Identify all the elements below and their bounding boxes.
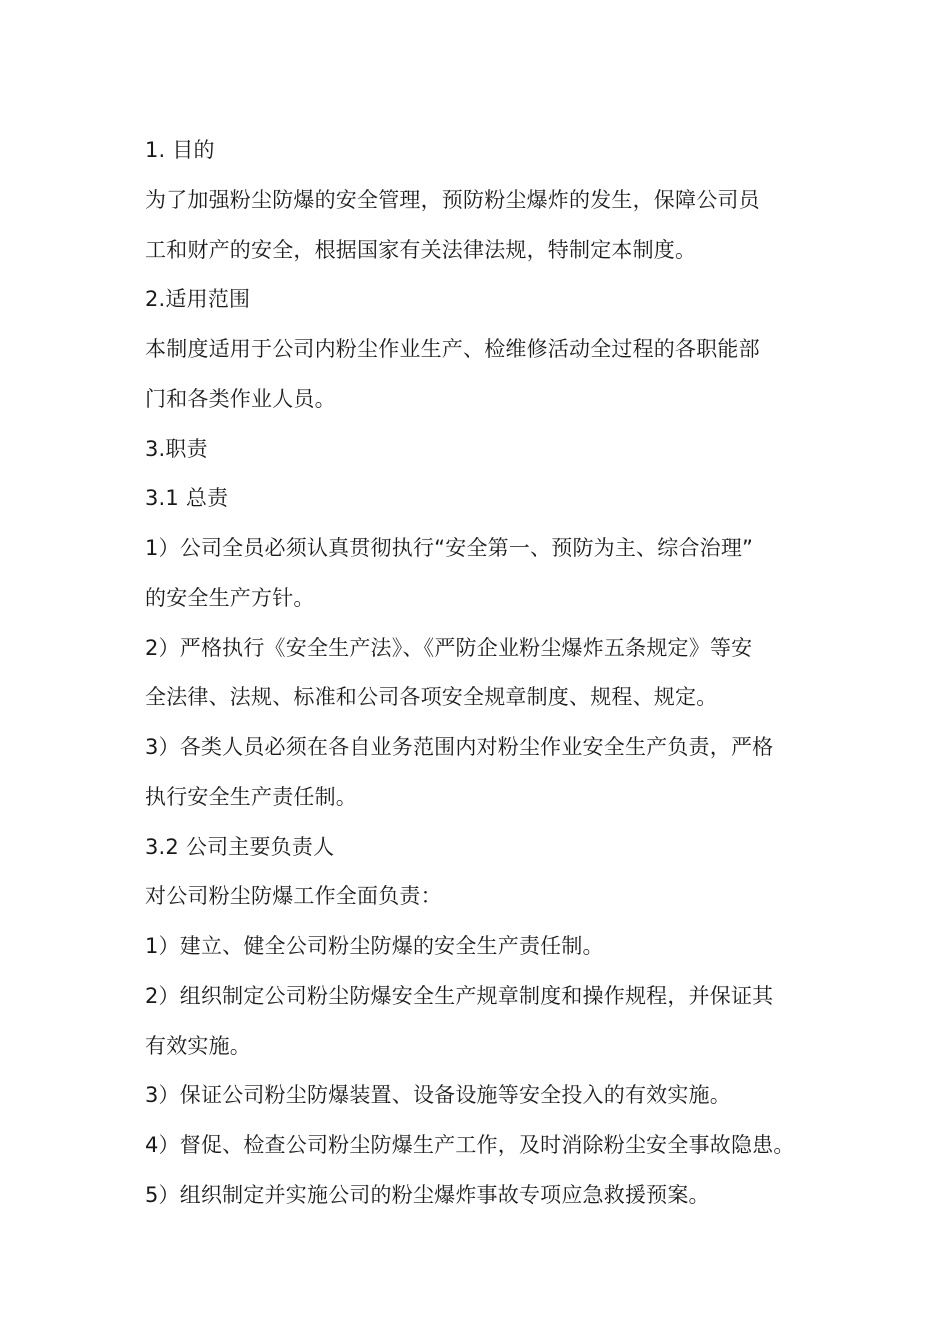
section-heading-responsibilities: 3.职责 <box>145 436 208 461</box>
list-item-line: 执行安全生产责任制。 <box>145 784 357 809</box>
paragraph-line: 工和财产的安全，根据国家有关法律法规，特制定本制度。 <box>145 237 697 262</box>
list-item-line: 5）组织制定并实施公司的粉尘爆炸事故专项应急救援预案。 <box>145 1182 710 1207</box>
paragraph-line: 本制度适用于公司内粉尘作业生产、检维修活动全过程的各职能部 <box>145 337 760 361</box>
document-body <box>145 126 825 1221</box>
paragraph-line: 对公司粉尘防爆工作全面负责： <box>145 884 442 909</box>
list-item-line: 3）保证公司粉尘防爆装置、设备设施等安全投入的有效实施。 <box>145 1083 731 1108</box>
section-heading-purpose: 1. 目的 <box>145 138 215 162</box>
list-item-line: 有效实施。 <box>145 1033 251 1058</box>
list-item-line: 全法律、法规、标准和公司各项安全规章制度、规程、规定。 <box>145 685 718 710</box>
list-item-line: 4）督促、检查公司粉尘防爆生产工作，及时消除粉尘安全事故隐患。 <box>145 1133 795 1157</box>
subsection-heading-general: 3.1 总责 <box>145 486 229 511</box>
list-item-line: 2）组织制定公司粉尘防爆安全生产规章制度和操作规程，并保证其 <box>145 983 774 1008</box>
list-item-line: 1）公司全员必须认真贯彻执行“安全第一、预防为主、综合治理” <box>145 536 754 560</box>
list-item-line: 3）各类人员必须在各自业务范围内对粉尘作业安全生产负责，严格 <box>145 735 774 759</box>
list-item-line: 1）建立、健全公司粉尘防爆的安全生产责任制。 <box>145 934 604 958</box>
list-item-line: 的安全生产方针。 <box>145 585 315 610</box>
paragraph-line: 为了加强粉尘防爆的安全管理，预防粉尘爆炸的发生，保障公司员 <box>145 187 760 212</box>
subsection-heading-principal: 3.2 公司主要负责人 <box>145 834 335 859</box>
section-heading-scope: 2.适用范围 <box>145 287 251 312</box>
list-item-line: 2）严格执行《安全生产法》、《严防企业粉尘爆炸五条规定》等安 <box>145 635 753 660</box>
paragraph-line: 门和各类作业人员。 <box>145 386 336 411</box>
